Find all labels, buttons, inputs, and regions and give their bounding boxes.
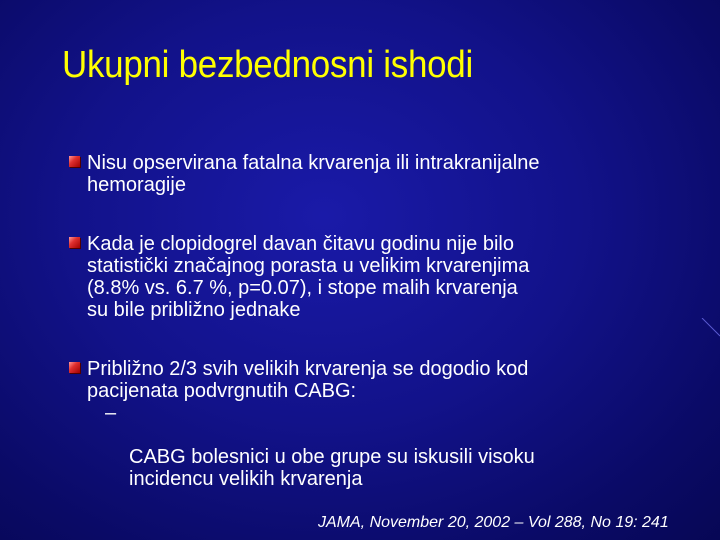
bullet-text: Kada je clopidogrel davan čitavu godinu nije bilo statistički značajnog porasta u velikim krvarenjima (8.8% vs. 6.7 %, p=0.07), i stope malih krvarenja su bile približno jednake bbox=[87, 233, 530, 321]
sub-bullet-item bbox=[87, 402, 669, 490]
slide-title: Ukupni bezbednosni ishodi bbox=[62, 44, 473, 86]
sub-bullet-text: CABG bolesnici u obe grupe su iskusili visoku incidencu velikih krvarenja bbox=[129, 446, 535, 490]
red-square-bullet-icon bbox=[69, 237, 80, 248]
bullet-text: Približno 2/3 svih velikih krvarenja se dogodio kod pacijenata podvrgnutih CABG: bbox=[87, 358, 529, 402]
bullet-item bbox=[69, 358, 669, 490]
bullet-text: Nisu opservirana fatalna krvarenja ili intrakranijalne hemoragije bbox=[87, 152, 540, 196]
red-square-bullet-icon bbox=[69, 362, 80, 373]
bullet-list bbox=[69, 152, 669, 490]
bullet-item bbox=[69, 152, 669, 196]
citation-footer: JAMA, November 20, 2002 – Vol 288, No 19: 241 bbox=[318, 514, 669, 531]
bullet-item bbox=[69, 233, 669, 321]
sub-bullet-dash: – bbox=[105, 402, 117, 424]
decorative-line bbox=[700, 318, 720, 338]
red-square-bullet-icon bbox=[69, 156, 80, 167]
